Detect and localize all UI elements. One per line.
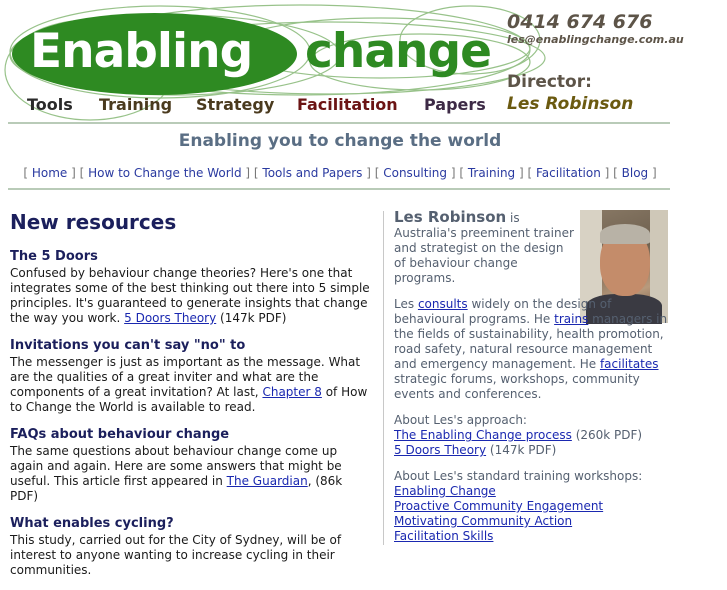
about-les-column bbox=[394, 210, 670, 555]
link-enabling-change-process[interactable]: The Enabling Change process bbox=[394, 428, 572, 442]
link-workshop-facilitation-skills[interactable]: Facilitation Skills bbox=[394, 529, 494, 543]
services-text: managers in the fields of sustainability, health promotion, road safety, natural resource management and emergency management. He bbox=[394, 312, 668, 371]
resource-desc: Confused by behaviour change theories? Here's one that integrates some of the best thinking out there into 5 simple principles. It's guaranteed to generate insights that change the way you work. bbox=[10, 266, 370, 325]
link-chapter-8[interactable]: Chapter 8 bbox=[262, 385, 322, 399]
resource-size: , (86k PDF) bbox=[10, 474, 343, 503]
services-text: strategic forums, workshops, community events and conferences. bbox=[394, 372, 640, 401]
file-size: (260k PDF) bbox=[575, 428, 643, 442]
workshops-section bbox=[394, 469, 670, 544]
link-consults[interactable]: consults bbox=[417, 297, 468, 311]
link-trains[interactable]: trains bbox=[554, 312, 589, 326]
tagline: Enabling you to change the world bbox=[178, 131, 502, 151]
breadcrumb-nav: [ Home ] [ How to Change the World ] [ Tools and Papers ] [ Consulting ] [ Training ] [ Facilitation ] [ Blog ] bbox=[23, 166, 657, 180]
resource-text bbox=[10, 355, 370, 415]
nav-link-home[interactable]: Home bbox=[31, 166, 68, 180]
resource-title: The 5 Doors bbox=[10, 249, 98, 264]
resource-text bbox=[10, 266, 370, 326]
resource-title: Invitations you can't say "no" to bbox=[10, 338, 246, 353]
resource-title: What enables cycling? bbox=[10, 516, 174, 531]
resource-desc-after: of How to Change the World is available to read. bbox=[10, 385, 368, 414]
nav-link-training[interactable]: Training bbox=[467, 166, 516, 180]
resource-item bbox=[10, 516, 370, 578]
email-address: les@enablingchange.com.au bbox=[507, 33, 684, 46]
workshops-label: About Les's standard training workshops: bbox=[394, 469, 643, 483]
services-paragraph bbox=[394, 297, 670, 402]
column-divider bbox=[383, 211, 384, 545]
approach-section bbox=[394, 413, 670, 458]
intro-paragraph bbox=[394, 210, 578, 286]
link-workshop-motivating-community-action[interactable]: Motivating Community Action bbox=[394, 514, 573, 528]
link-the-guardian[interactable]: The Guardian bbox=[226, 474, 308, 488]
logo-text-enabling: Enabling bbox=[30, 24, 253, 79]
topnav-strategy[interactable]: Strategy bbox=[196, 95, 275, 114]
services-text: widely on the design of behavioural programs. He bbox=[394, 297, 612, 326]
divider-top bbox=[8, 122, 670, 124]
link-workshop-proactive-community-engagement[interactable]: Proactive Community Engagement bbox=[394, 499, 604, 513]
resource-text bbox=[10, 444, 370, 504]
topnav-training[interactable]: Training bbox=[99, 95, 173, 114]
resource-item bbox=[10, 427, 370, 504]
new-resources-column bbox=[10, 210, 370, 590]
nav-link-blog[interactable]: Blog bbox=[621, 166, 649, 180]
director-label: Director: bbox=[507, 72, 592, 92]
topnav-papers[interactable]: Papers bbox=[424, 95, 486, 114]
link-facilitates[interactable]: facilitates bbox=[599, 357, 659, 371]
new-resources-heading: New resources bbox=[10, 210, 177, 234]
logo-text-change: change bbox=[305, 24, 492, 79]
header-banner bbox=[0, 0, 727, 125]
link-5-doors-theory-right[interactable]: 5 Doors Theory bbox=[394, 443, 487, 457]
author-name: Les Robinson bbox=[394, 208, 507, 226]
resource-title: FAQs about behaviour change bbox=[10, 427, 230, 442]
nav-link-how-to-change-the-world[interactable]: How to Change the World bbox=[88, 166, 242, 180]
resource-item bbox=[10, 249, 370, 326]
resource-text: This study, carried out for the City of Sydney, will be of interest to anyone wanting to increase cycling in their communities. bbox=[10, 533, 342, 577]
director-name: Les Robinson bbox=[507, 94, 634, 114]
link-workshop-enabling-change[interactable]: Enabling Change bbox=[394, 484, 496, 498]
topnav-tools[interactable]: Tools bbox=[27, 95, 73, 114]
resource-desc: The same questions about behaviour change come up again and again. Here are some answers that might be useful. This article first appeared in bbox=[10, 444, 342, 488]
resource-desc: The messenger is just as important as the message. What are the qualities of a great inviter and what are the components of a great invitation? At last, bbox=[10, 355, 361, 399]
phone-number: 0414 674 676 bbox=[507, 11, 653, 33]
services-text: Les bbox=[394, 297, 415, 311]
resource-size: (147k PDF) bbox=[220, 311, 287, 325]
resource-item bbox=[10, 338, 370, 415]
divider-nav bbox=[8, 188, 670, 190]
approach-label: About Les's approach: bbox=[394, 413, 527, 427]
nav-link-facilitation[interactable]: Facilitation bbox=[536, 166, 601, 180]
intro-text: is Australia's preeminent trainer and strategist on the design of behaviour change programs. bbox=[394, 211, 574, 285]
nav-link-tools-and-papers[interactable]: Tools and Papers bbox=[262, 166, 363, 180]
topnav-facilitation[interactable]: Facilitation bbox=[297, 95, 398, 114]
link-5-doors-theory[interactable]: 5 Doors Theory bbox=[124, 311, 217, 325]
nav-link-consulting[interactable]: Consulting bbox=[383, 166, 448, 180]
file-size: (147k PDF) bbox=[489, 443, 557, 457]
